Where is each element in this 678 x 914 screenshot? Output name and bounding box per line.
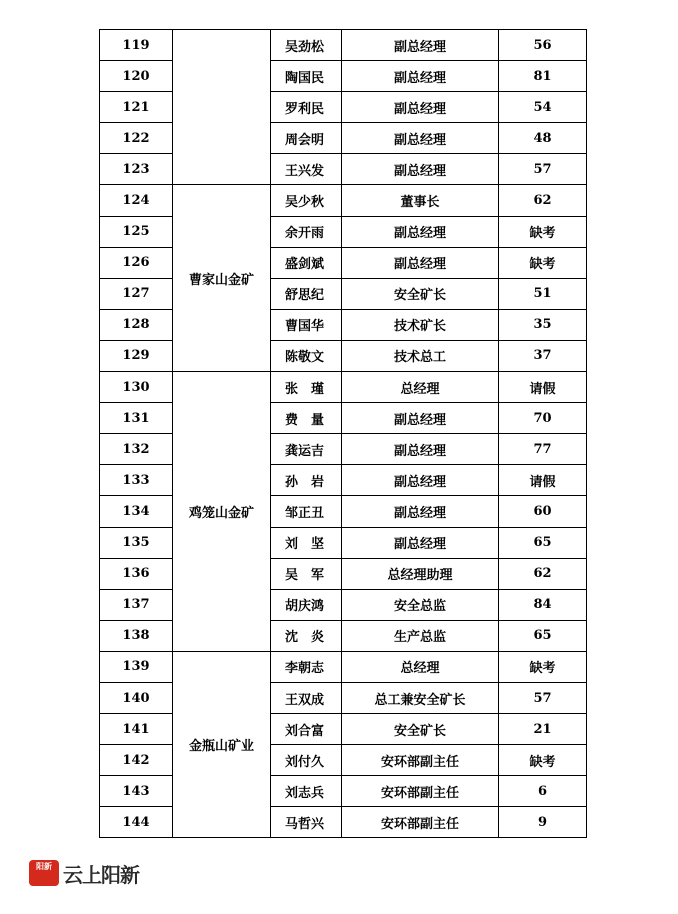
name-cell: 吴少秋 bbox=[271, 185, 342, 216]
row-number: 124 bbox=[100, 185, 173, 216]
row-number: 136 bbox=[100, 558, 173, 589]
company-cell: 鸡笼山金矿 bbox=[173, 372, 271, 652]
position-cell: 技术矿长 bbox=[342, 309, 499, 340]
score-cell: 21 bbox=[499, 714, 587, 745]
score-cell: 缺考 bbox=[499, 247, 587, 278]
position-cell: 安全总监 bbox=[342, 589, 499, 620]
position-cell: 安环部副主任 bbox=[342, 776, 499, 807]
row-number: 137 bbox=[100, 589, 173, 620]
name-cell: 刘 坚 bbox=[271, 527, 342, 558]
table-body bbox=[100, 30, 587, 838]
row-number: 139 bbox=[100, 651, 173, 682]
table-row bbox=[100, 185, 587, 216]
name-cell: 刘合富 bbox=[271, 714, 342, 745]
score-cell: 54 bbox=[499, 92, 587, 123]
name-cell: 王双成 bbox=[271, 682, 342, 713]
name-cell: 胡庆鸿 bbox=[271, 589, 342, 620]
logo-wordmark: 云上阳新 bbox=[63, 863, 139, 887]
score-cell: 35 bbox=[499, 309, 587, 340]
score-cell: 51 bbox=[499, 278, 587, 309]
score-cell: 57 bbox=[499, 154, 587, 185]
watermark-logo bbox=[29, 857, 149, 891]
row-number: 121 bbox=[100, 92, 173, 123]
name-cell: 余开雨 bbox=[271, 216, 342, 247]
position-cell: 生产总监 bbox=[342, 620, 499, 651]
score-cell: 6 bbox=[499, 776, 587, 807]
score-cell: 缺考 bbox=[499, 651, 587, 682]
name-cell: 邹正丑 bbox=[271, 496, 342, 527]
name-cell: 费 量 bbox=[271, 403, 342, 434]
position-cell: 安全矿长 bbox=[342, 714, 499, 745]
row-number: 135 bbox=[100, 527, 173, 558]
score-cell: 请假 bbox=[499, 372, 587, 403]
score-cell: 77 bbox=[499, 434, 587, 465]
name-cell: 罗利民 bbox=[271, 92, 342, 123]
position-cell: 总经理助理 bbox=[342, 558, 499, 589]
name-cell: 孙 岩 bbox=[271, 465, 342, 496]
score-cell: 70 bbox=[499, 403, 587, 434]
name-cell: 陈敬文 bbox=[271, 340, 342, 371]
row-number: 134 bbox=[100, 496, 173, 527]
position-cell: 副总经理 bbox=[342, 123, 499, 154]
score-cell: 84 bbox=[499, 589, 587, 620]
position-cell: 副总经理 bbox=[342, 30, 499, 61]
company-cell: 曹家山金矿 bbox=[173, 185, 271, 372]
name-cell: 陶国民 bbox=[271, 61, 342, 92]
row-number: 131 bbox=[100, 403, 173, 434]
score-cell: 62 bbox=[499, 558, 587, 589]
row-number: 122 bbox=[100, 123, 173, 154]
position-cell: 安环部副主任 bbox=[342, 745, 499, 776]
row-number: 120 bbox=[100, 61, 173, 92]
row-number: 144 bbox=[100, 807, 173, 838]
score-cell: 81 bbox=[499, 61, 587, 92]
name-cell: 龚运吉 bbox=[271, 434, 342, 465]
position-cell: 技术总工 bbox=[342, 340, 499, 371]
row-number: 133 bbox=[100, 465, 173, 496]
company-cell bbox=[173, 30, 271, 185]
name-cell: 盛剑斌 bbox=[271, 247, 342, 278]
row-number: 128 bbox=[100, 309, 173, 340]
name-cell: 周会明 bbox=[271, 123, 342, 154]
name-cell: 张 瑾 bbox=[271, 372, 342, 403]
position-cell: 副总经理 bbox=[342, 465, 499, 496]
position-cell: 董事长 bbox=[342, 185, 499, 216]
score-cell: 57 bbox=[499, 682, 587, 713]
name-cell: 刘付久 bbox=[271, 745, 342, 776]
score-cell: 缺考 bbox=[499, 745, 587, 776]
logo-badge bbox=[29, 860, 59, 886]
row-number: 126 bbox=[100, 247, 173, 278]
row-number: 123 bbox=[100, 154, 173, 185]
row-number: 125 bbox=[100, 216, 173, 247]
position-cell: 安全矿长 bbox=[342, 278, 499, 309]
company-cell: 金瓶山矿业 bbox=[173, 651, 271, 838]
table-row bbox=[100, 30, 587, 61]
row-number: 119 bbox=[100, 30, 173, 61]
row-number: 127 bbox=[100, 278, 173, 309]
position-cell: 总经理 bbox=[342, 372, 499, 403]
position-cell: 副总经理 bbox=[342, 247, 499, 278]
position-cell: 副总经理 bbox=[342, 61, 499, 92]
row-number: 143 bbox=[100, 776, 173, 807]
position-cell: 副总经理 bbox=[342, 527, 499, 558]
position-cell: 副总经理 bbox=[342, 496, 499, 527]
name-cell: 王兴发 bbox=[271, 154, 342, 185]
name-cell: 舒思纪 bbox=[271, 278, 342, 309]
score-cell: 60 bbox=[499, 496, 587, 527]
score-cell: 请假 bbox=[499, 465, 587, 496]
name-cell: 李朝志 bbox=[271, 651, 342, 682]
score-table-page bbox=[99, 29, 586, 838]
position-cell: 副总经理 bbox=[342, 403, 499, 434]
position-cell: 总工兼安全矿长 bbox=[342, 682, 499, 713]
position-cell: 副总经理 bbox=[342, 92, 499, 123]
name-cell: 沈 炎 bbox=[271, 620, 342, 651]
row-number: 142 bbox=[100, 745, 173, 776]
name-cell: 吴 军 bbox=[271, 558, 342, 589]
row-number: 129 bbox=[100, 340, 173, 371]
row-number: 138 bbox=[100, 620, 173, 651]
row-number: 132 bbox=[100, 434, 173, 465]
table-row bbox=[100, 372, 587, 403]
row-number: 130 bbox=[100, 372, 173, 403]
name-cell: 马哲兴 bbox=[271, 807, 342, 838]
score-cell: 9 bbox=[499, 807, 587, 838]
row-number: 140 bbox=[100, 682, 173, 713]
score-cell: 62 bbox=[499, 185, 587, 216]
position-cell: 副总经理 bbox=[342, 434, 499, 465]
position-cell: 副总经理 bbox=[342, 154, 499, 185]
score-cell: 65 bbox=[499, 527, 587, 558]
logo-badge-text: 阳新 bbox=[36, 862, 52, 871]
table-row bbox=[100, 651, 587, 682]
score-cell: 56 bbox=[499, 30, 587, 61]
position-cell: 副总经理 bbox=[342, 216, 499, 247]
name-cell: 曹国华 bbox=[271, 309, 342, 340]
score-cell: 缺考 bbox=[499, 216, 587, 247]
position-cell: 安环部副主任 bbox=[342, 807, 499, 838]
row-number: 141 bbox=[100, 714, 173, 745]
score-table bbox=[99, 29, 587, 838]
score-cell: 37 bbox=[499, 340, 587, 371]
score-cell: 65 bbox=[499, 620, 587, 651]
name-cell: 刘志兵 bbox=[271, 776, 342, 807]
position-cell: 总经理 bbox=[342, 651, 499, 682]
name-cell: 吴劲松 bbox=[271, 30, 342, 61]
score-cell: 48 bbox=[499, 123, 587, 154]
